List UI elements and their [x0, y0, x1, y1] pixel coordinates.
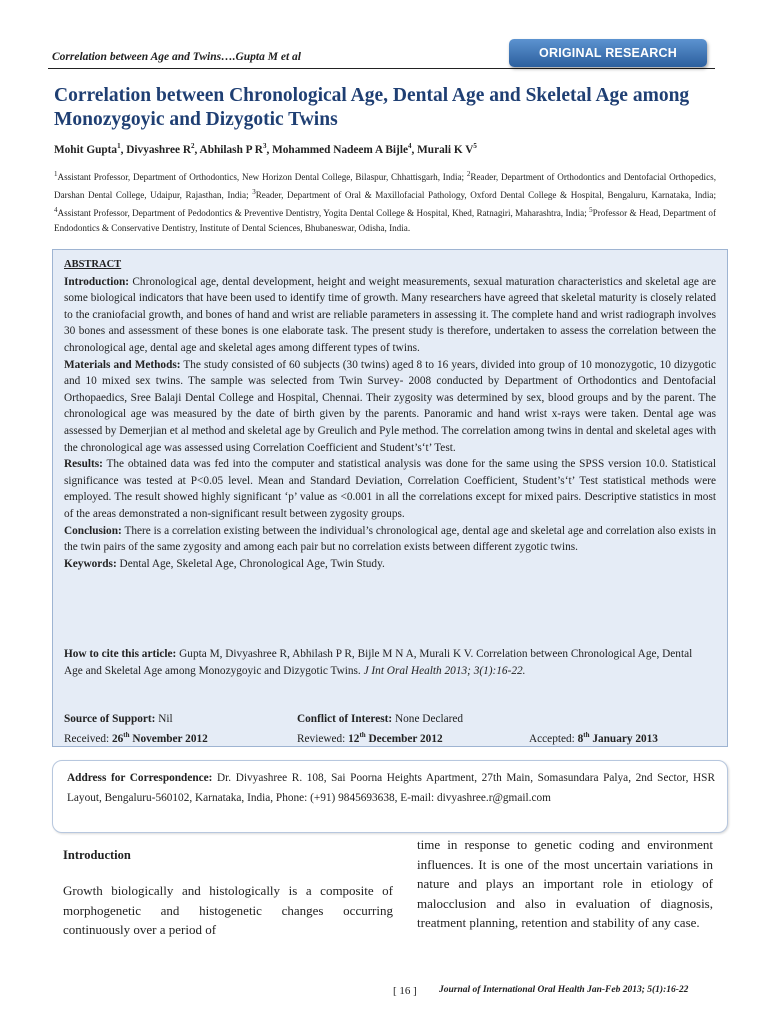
cite-text: Gupta M, Divyashree R, Abhilash P R, Bijle M N A, Murali K V. Correlation between Chronological Age, Dental Age and Skeletal Age among Monozygoyic and Dizygotic Twins. — [64, 648, 693, 677]
dates-row — [64, 731, 724, 748]
affiliation-sup: 3 — [252, 188, 256, 197]
cite-label: How to cite this article: — [64, 648, 177, 660]
correspondence-text — [67, 769, 715, 808]
author-sup: 4 — [407, 142, 412, 150]
running-header-title: Correlation between Age and Twins….Gupta M et al — [52, 51, 301, 63]
section-heading: Introduction — [63, 848, 131, 862]
abstract-body — [64, 256, 716, 572]
author-sup: 2 — [191, 142, 195, 150]
cite-journal: J Int Oral Health 2013; 3(1):16-22. — [363, 665, 526, 677]
article-title: Correlation between Chronological Age, Dental Age and Skeletal Age among Monozygoyic and Dizygotic Twins — [54, 85, 690, 130]
affiliation-sup: 1 — [54, 170, 58, 178]
abstract-box — [52, 249, 728, 747]
correspondence-label: Address for Correspondence: — [67, 772, 213, 784]
body-right-column: time in response to genetic coding and environment influences. It is one of the most uncertain variations in nature and plays an important role in etiology of malocclusion and also in evaluation of diagnosis, treatment planning, retention and stability of any case. — [417, 837, 713, 930]
received-rest: November 2012 — [129, 732, 208, 745]
author-name: Mohit Gupta — [54, 143, 118, 156]
author-name: Abhilash P R — [199, 143, 263, 156]
support-conflict-row — [64, 713, 724, 730]
page-footer — [0, 985, 768, 1001]
author-name: Murali K V — [417, 143, 474, 156]
accepted-date — [529, 731, 658, 745]
author-sup: 5 — [473, 142, 477, 150]
article-type-badge: ORIGINAL RESEARCH — [509, 39, 707, 67]
reviewed-suffix: th — [359, 731, 366, 739]
section-label: Keywords: — [64, 557, 117, 570]
how-to-cite — [64, 646, 704, 680]
section-text: The obtained data was fed into the computer and statistical analysis was done for the same using the SPSS version 10.0. Statistical significance was tested at P<0.05 level. Mean and Standard Deviation, Correlation Coefficient, Student’s‘t’ Test statistical methods were employed. The result showed highly significant ‘p’ value as <0.001 in all the correlations except for mixed pairs. Descriptive statistics in most of the areas demonstrated a non-significant result between zygosity groups. — [64, 458, 716, 520]
author-name: Mohammed Nadeem A Bijle — [272, 143, 408, 156]
section-text: There is a correlation existing between the individual’s chronological age, dental age and skeletal age and correlation also exists in the twin pairs of the same zygosity and among each pair but no correlation exists between different zygotic twins. — [64, 524, 716, 554]
affiliation-sup: 4 — [54, 206, 58, 215]
accepted-label: Accepted: — [529, 732, 578, 745]
author-sup: 3 — [262, 142, 267, 150]
accepted-suffix: th — [583, 731, 590, 739]
section-text: Chronological age, dental development, height and weight measurements, sexual maturation characteristics and skeletal age are some biological indicators that have been used to identify time of growth. Many researchers have agreed that skeletal maturity is closely related to the craniofacial growth, and bones of hand and wrist are reliable parameters in assessing it. The complete hand and wrist radiograph involves 30 bones and assessment of these bones is one elaborate task. The present study is therefore, undertaken to assess the correlation between the chronological age, dental age and skeletal ages among different types of twins. — [64, 275, 716, 354]
abstract-conclusion — [64, 523, 716, 556]
correspondence-box — [52, 760, 728, 833]
body-left-column — [63, 848, 393, 940]
abstract-results — [64, 456, 716, 522]
conflict-label: Conflict of Interest: — [297, 713, 393, 725]
accepted-rest: January 2013 — [589, 732, 658, 745]
affiliation: Reader, Department of Oral & Maxillofacial Pathology, Oxford Dental College & Hospital, Bengaluru, Karnataka, India; — [255, 190, 716, 201]
affiliation: Assistant Professor, Department of Orthodontics, New Horizon Dental College, Bilaspur, Chhattisgarh, India; — [57, 172, 467, 183]
affiliation: Assistant Professor, Department of Pedodontics & Preventive Dentistry, Yogita Dental College & Hospital, Khed, Ratnagiri, Maharashtra, India; — [57, 208, 590, 219]
support-label: Source of Support: — [64, 713, 156, 725]
accepted-day: 8 — [577, 732, 584, 745]
section-label: Introduction: — [64, 275, 130, 288]
section-text: The study consisted of 60 subjects (30 twins) aged 8 to 16 years, divided into group of 10 monozygotic, 10 dizygotic and 10 mixed sex twins. The sample was selected from Twin Survey- 2008 conducted by Department of Orthodontics and Dentofacial Orthopaedics, Sree Balaji Dental College and Hospital, Chennai. Their zygosity was determined by sex, blood groups and by the parent. The chronological age was measured by the date of birth given by the parents. Panoramic and hand wrist x-rays were taken. Dental age was assessed by Demerjian et al method and skeletal age by Greulich and Pyle method. The correlation among twins in dental and skeletal ages with the chronological age was assessed using Correlation Coefficient and Student’s‘t’ Test. — [64, 358, 716, 454]
abstract-introduction — [64, 274, 716, 357]
section-label: Materials and Methods: — [64, 358, 181, 371]
affiliation: Professor & Head, Department of Endodontics & Conservative Dentistry, Institute of Dental Sciences, Bhubaneswar, Odisha, India. — [54, 208, 716, 234]
page-number: [ 16 ] — [393, 985, 417, 997]
source-of-support — [64, 713, 173, 725]
author-list: Mohit Gupta$^1$, Divyashree $R^2$, Abhilash P $R^3$, Mohammed Nadeem A Bijle$^4$, Murali K $V^5$ — [54, 142, 477, 156]
received-label: Received: — [64, 732, 112, 745]
abstract-heading: ABSTRACT — [64, 259, 122, 270]
reviewed-label: Reviewed: — [297, 732, 349, 745]
support-value: Nil — [155, 713, 173, 725]
abstract-methods — [64, 357, 716, 457]
reviewed-date — [297, 731, 443, 745]
author-sup: 1 — [117, 142, 121, 150]
author-name: Divyashree R — [126, 143, 191, 156]
reviewed-rest: December 2012 — [365, 732, 443, 745]
section-text: Dental Age, Skeletal Age, Chronological Age, Twin Study. — [116, 557, 385, 570]
affiliation-sup: 2 — [466, 170, 471, 178]
section-label: Conclusion: — [64, 524, 122, 537]
journal-citation: Journal of International Oral Health Jan-Feb 2013; 5(1):16-22 — [439, 985, 689, 995]
affiliation-sup: 5 — [589, 206, 593, 215]
conflict-of-interest — [297, 713, 463, 725]
affiliations — [54, 167, 716, 236]
received-day: 26 — [112, 732, 124, 745]
affiliation: Reader, Department of Orthodontics and Dentofacial Orthopedics, Darshan Dental College, Udaipur, Rajasthan, India; — [54, 172, 716, 201]
received-suffix: th — [123, 731, 130, 739]
reviewed-day: 12 — [348, 732, 360, 745]
body-paragraph: Growth biologically and histologically is a composite of morphogenetic and histogenetic changes occurring continuously over a period of — [63, 883, 393, 937]
received-date — [64, 731, 208, 745]
abstract-keywords — [64, 556, 716, 573]
conflict-value: None Declared — [392, 713, 464, 725]
header-divider — [48, 68, 715, 69]
section-label: Results: — [64, 458, 103, 471]
correspondence-address: Dr. Divyashree R. 108, Sai Poorna Heights Apartment, 27th Main, Somasundara Palya, 2nd Sector, HSR Layout, Bengaluru-560102, Karnataka, India, Phone: (+91) 9845693638, E-mail: divyashree.r@gmail.com — [67, 772, 715, 804]
